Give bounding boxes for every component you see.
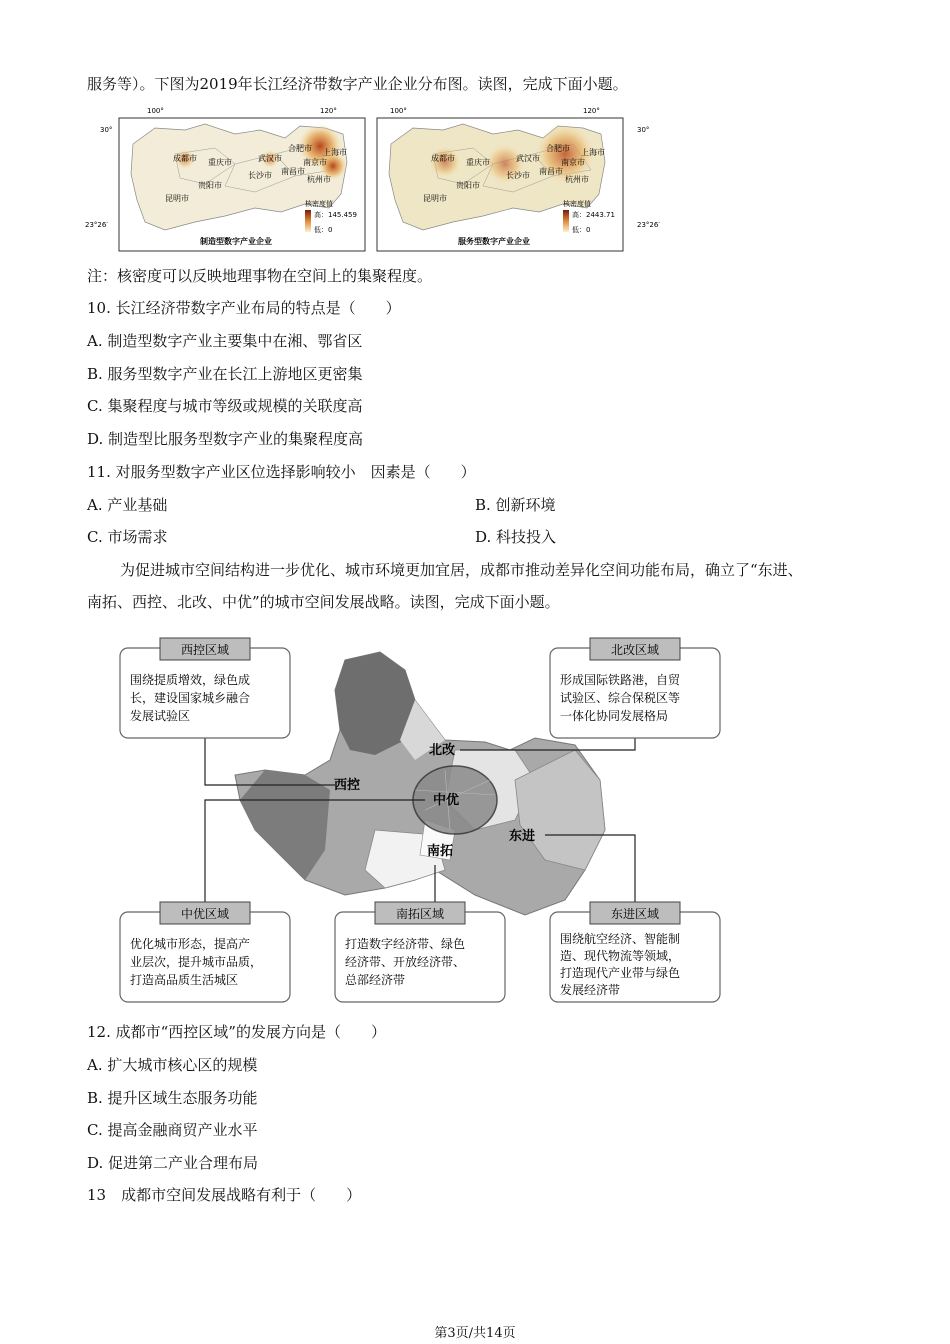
density-maps-figure <box>85 104 660 264</box>
q12-option-b: B. 提升区域生态服务功能 <box>87 1089 258 1107</box>
intro-text: 服务等）。下图为2019年长江经济带数字产业企业分布图。读图，完成下面小题。 <box>87 75 628 93</box>
center-zone-line-1: 优化城市形态，提高产 <box>130 937 251 951</box>
east-zone-box <box>550 902 720 1002</box>
chengdu-strategy-map <box>115 630 725 1010</box>
service-density-map <box>377 118 623 251</box>
south-zone-box <box>335 902 505 1002</box>
map1-city-chengdu: 成都市 <box>173 154 197 163</box>
map2-city-hangzhou: 杭州市 <box>565 175 589 184</box>
q12-stem: 12. 成都市“西控区域”的发展方向是（ ） <box>87 1023 386 1041</box>
q13-stem: 13 成都市空间发展战略有利于（ ） <box>87 1186 362 1204</box>
map1-city-wuhan: 武汉市 <box>258 154 282 163</box>
map2-legend-low: 低：0 <box>572 226 591 234</box>
q10-option-d: D. 制造型比服务型数字产业的集聚程度高 <box>87 430 364 448</box>
map1-legend-high: 高：145.459 <box>314 211 357 219</box>
map2-city-guiyang: 贵阳市 <box>456 181 480 190</box>
map1-caption: 制造型数字产业企业 <box>200 237 272 246</box>
north-zone-box <box>550 638 720 738</box>
map1-city-kunming: 昆明市 <box>165 194 189 203</box>
map2-city-kunming: 昆明市 <box>423 194 447 203</box>
north-zone-line-1: 形成国际铁路港，自贸 <box>560 673 681 687</box>
lon-right-label: 120° <box>320 107 337 115</box>
lat-top-left-label: 30° <box>100 126 113 134</box>
east-zone-line-4: 发展经济带 <box>560 983 621 997</box>
map2-city-shanghai: 上海市 <box>581 148 605 157</box>
lat-bottom-left-label: 23°26′ <box>85 221 108 229</box>
west-zone-title: 西控区域 <box>180 643 230 657</box>
north-zone-line-3: 一体化协同发展格局 <box>560 709 669 723</box>
manufacturing-density-map <box>119 118 365 251</box>
map1-city-chongqing: 重庆市 <box>208 158 232 167</box>
north-zone-title: 北改区域 <box>610 643 660 657</box>
lat-bottom-right-label: 23°26′ <box>637 221 660 229</box>
east-zone-line-2: 造、现代物流等领域， <box>560 949 681 963</box>
east-zone-title: 东进区域 <box>610 907 660 921</box>
map1-city-nanchang: 南昌市 <box>281 167 305 176</box>
q11-option-a: A. 产业基础 <box>87 496 168 514</box>
west-zone-line-2: 长，建设国家城乡融合 <box>130 691 251 705</box>
map2-city-hefei: 合肥市 <box>546 144 570 153</box>
south-zone-line-2: 经济带、开放经济带、 <box>345 955 466 969</box>
label-south: 南拓 <box>427 844 454 859</box>
map1-city-hefei: 合肥市 <box>288 144 312 153</box>
q10-option-b: B. 服务型数字产业在长江上游地区更密集 <box>87 365 363 383</box>
label-east: 东进 <box>509 829 536 844</box>
center-zone-line-2: 业层次，提升城市品质， <box>130 955 263 969</box>
q12-option-c: C. 提高金融商贸产业水平 <box>87 1121 258 1139</box>
label-center: 中优 <box>433 793 460 808</box>
map2-legend-title: 核密度值 <box>563 200 591 208</box>
map1-city-nanjing: 南京市 <box>303 158 327 167</box>
map2-legend-high: 高：2443.71 <box>572 211 615 219</box>
south-zone-line-1: 打造数字经济带、绿色 <box>345 937 466 951</box>
west-zone-box <box>120 638 290 738</box>
q10-option-a: A. 制造型数字产业主要集中在湘、鄂省区 <box>87 332 363 350</box>
q10-stem: 10. 长江经济带数字产业布局的特点是（ ） <box>87 299 401 317</box>
center-zone-box <box>120 902 290 1002</box>
map1-city-changsha: 长沙市 <box>248 171 272 180</box>
center-zone-title: 中优区域 <box>180 907 230 921</box>
map1-legend-title: 核密度值 <box>305 200 333 208</box>
label-west: 西控 <box>334 778 361 793</box>
lon-right-label-2: 120° <box>583 107 600 115</box>
west-zone-line-3: 发展试验区 <box>130 709 191 723</box>
note-text: 注：核密度可以反映地理事物在空间上的集聚程度。 <box>87 267 433 285</box>
q10-option-c: C. 集聚程度与城市等级或规模的关联度高 <box>87 397 363 415</box>
map2-city-changsha: 长沙市 <box>506 171 530 180</box>
q11-option-b: B. 创新环境 <box>475 496 556 514</box>
q12-option-d: D. 促进第二产业合理布局 <box>87 1154 259 1172</box>
map2-city-chongqing: 重庆市 <box>466 158 490 167</box>
south-zone-line-3: 总部经济带 <box>345 973 406 987</box>
map1-city-shanghai: 上海市 <box>323 148 347 157</box>
map2-city-wuhan: 武汉市 <box>516 154 540 163</box>
q11-stem: 11. 对服务型数字产业区位选择影响较小 因素是（ ） <box>87 463 476 481</box>
lat-top-right-label: 30° <box>637 126 650 134</box>
map1-legend-low: 低：0 <box>314 226 333 234</box>
label-north: 北改 <box>429 743 456 758</box>
passage-line-1: 为促进城市空间结构进一步优化、城市环境更加宜居，成都市推动差异化空间功能布局，确立了“东进、 <box>120 561 803 579</box>
map2-city-chengdu: 成都市 <box>431 154 455 163</box>
q11-option-c: C. 市场需求 <box>87 528 168 546</box>
map2-caption: 服务型数字产业企业 <box>458 237 530 246</box>
south-zone-title: 南拓区域 <box>395 907 445 921</box>
north-zone-line-2: 试验区、综合保税区等 <box>560 691 681 705</box>
page-footer: 第3页/共14页 <box>434 1326 516 1341</box>
east-zone-line-1: 围绕航空经济、智能制 <box>560 932 681 946</box>
passage-line-2: 南拓、西控、北改、中优”的城市空间发展战略。读图，完成下面小题。 <box>87 593 560 611</box>
lon-left-label: 100° <box>147 107 164 115</box>
lon-left-label-2: 100° <box>390 107 407 115</box>
west-zone-line-1: 围绕提质增效，绿色成 <box>130 673 251 687</box>
east-zone-line-3: 打造现代产业带与绿色 <box>560 966 681 980</box>
map1-city-hangzhou: 杭州市 <box>307 175 331 184</box>
map2-city-nanchang: 南昌市 <box>539 167 563 176</box>
q12-option-a: A. 扩大城市核心区的规模 <box>87 1056 258 1074</box>
center-zone-line-3: 打造高品质生活城区 <box>130 973 239 987</box>
map2-city-nanjing: 南京市 <box>561 158 585 167</box>
map1-city-guiyang: 贵阳市 <box>198 181 222 190</box>
q11-option-d: D. 科技投入 <box>475 528 557 546</box>
